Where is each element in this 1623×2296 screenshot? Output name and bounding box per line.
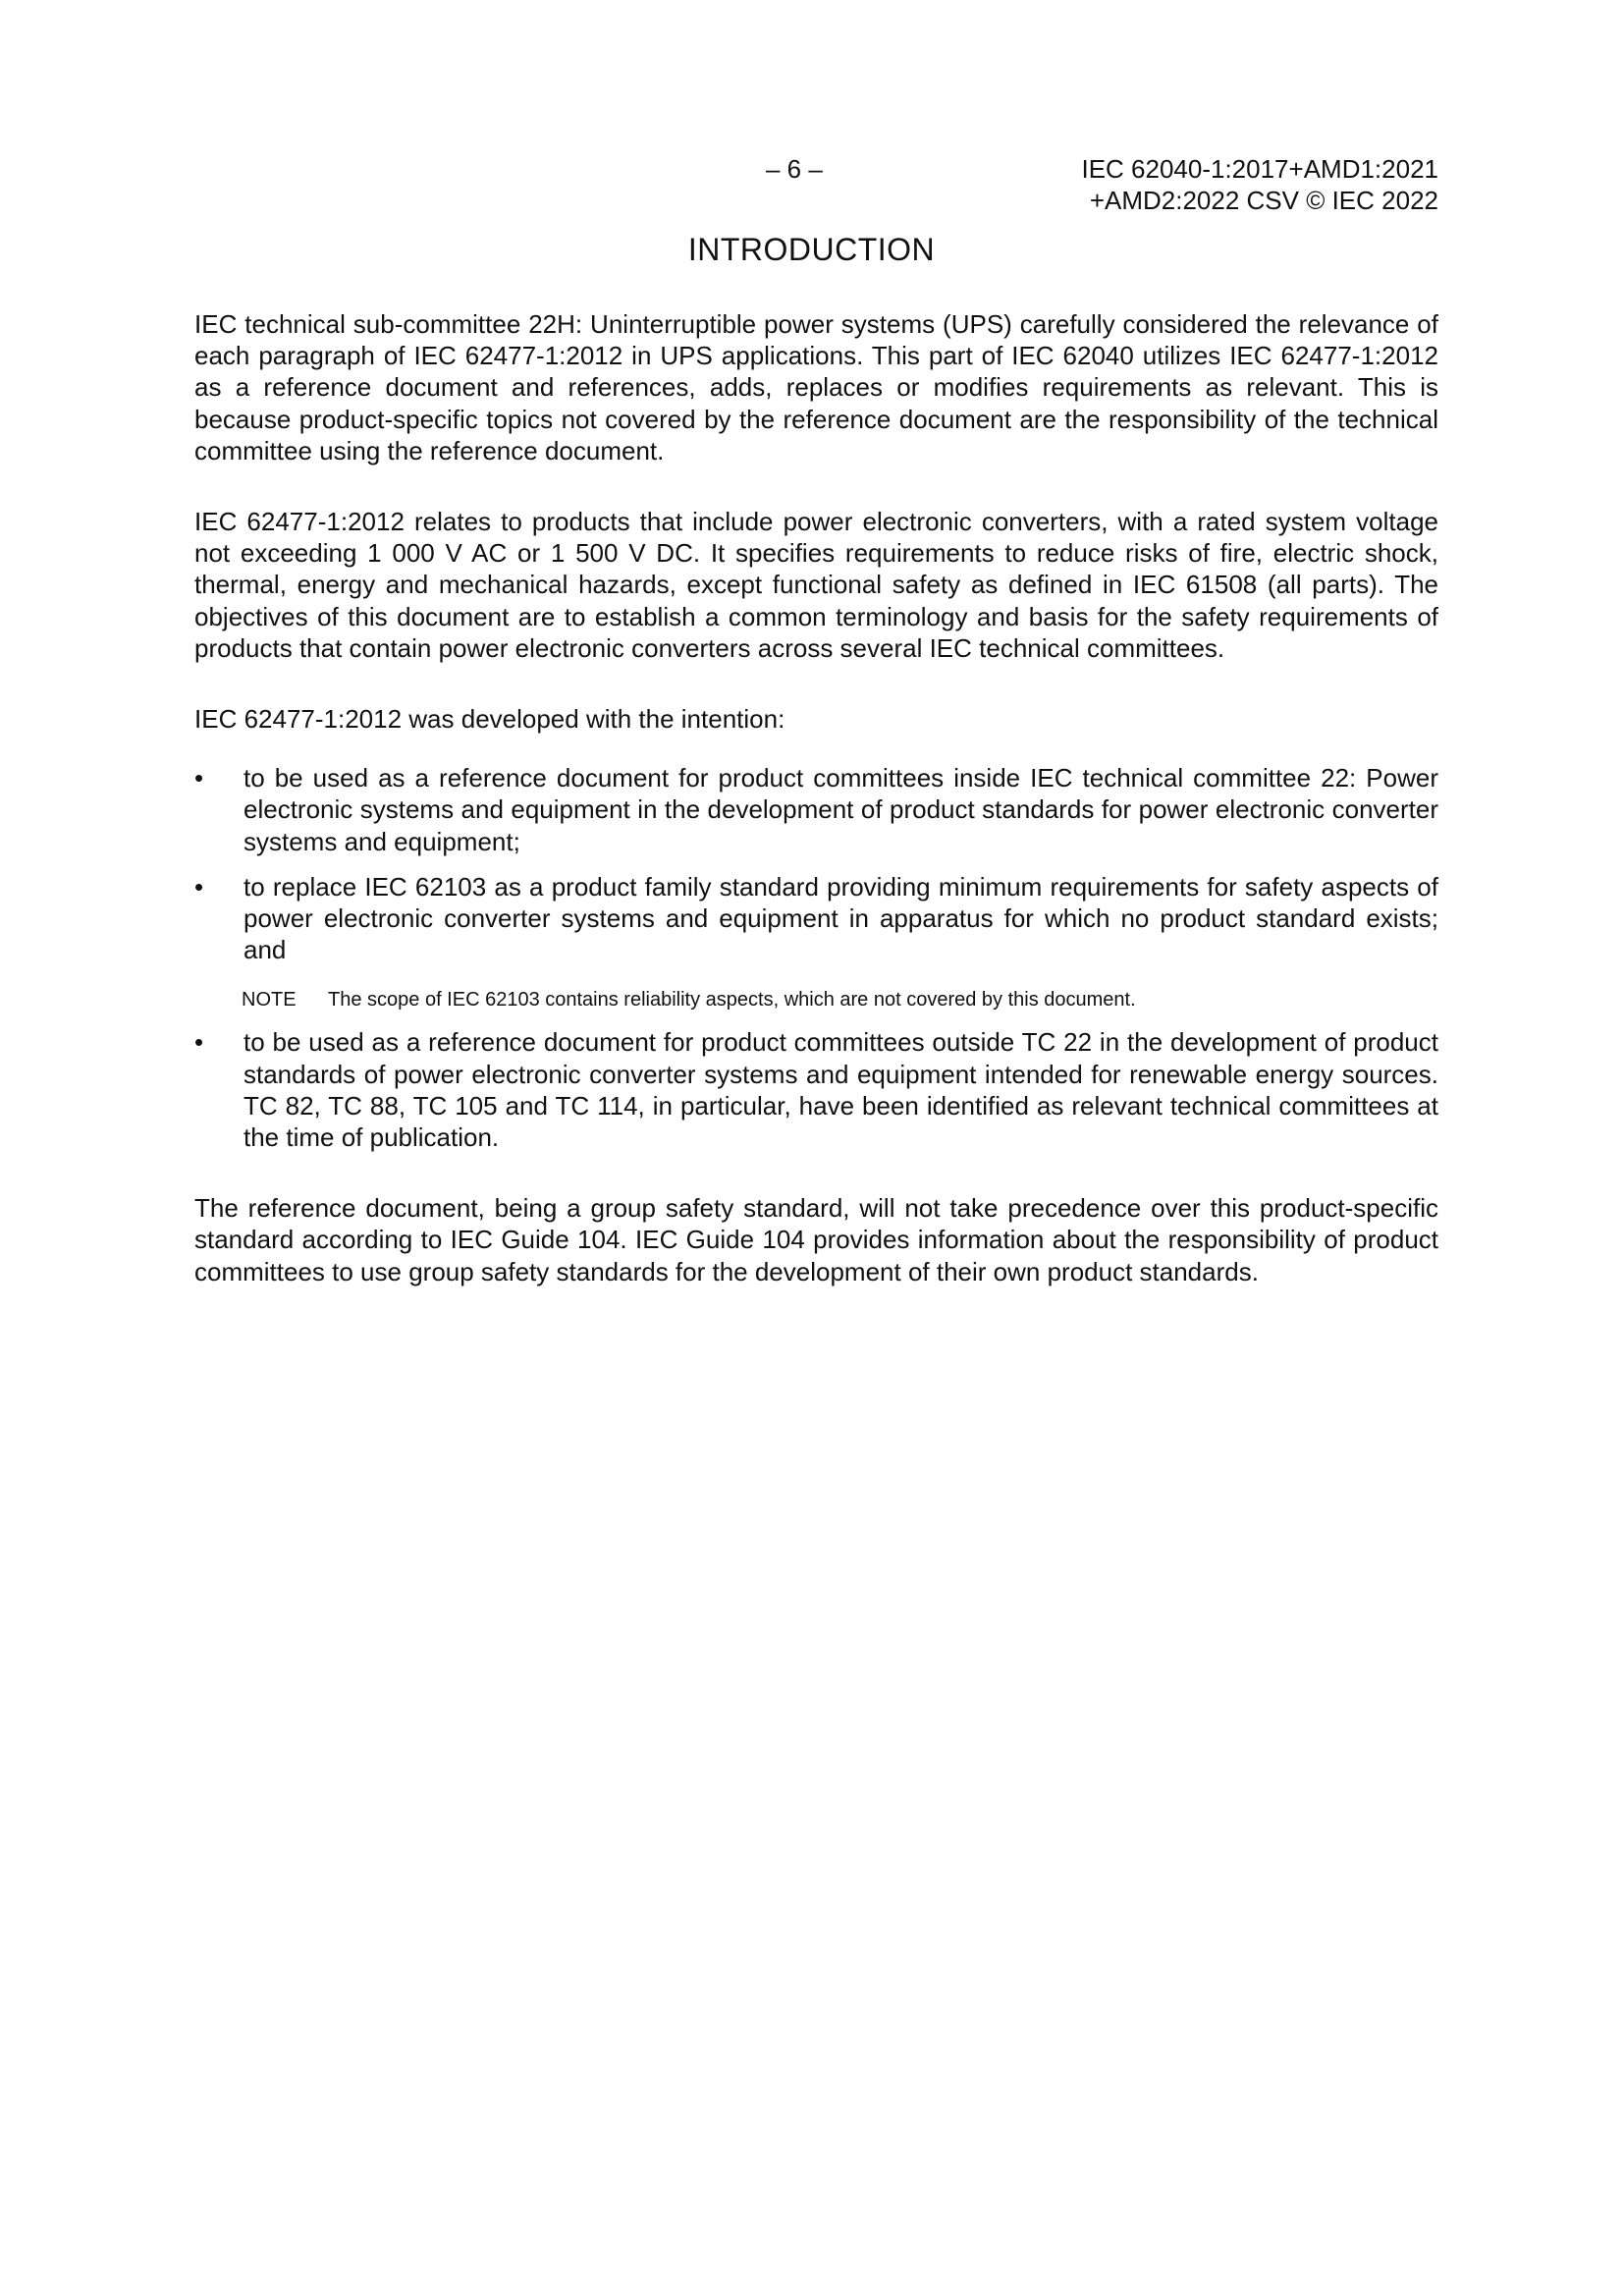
page-number: – 6 – xyxy=(766,154,823,184)
list-item-text: to replace IEC 62103 as a product family standard providing minimum requirements for safety aspects of power electronic converter systems and equipment in apparatus for which no product standard exists; and xyxy=(243,871,1438,965)
paragraph-reference-document: IEC 62477-1:2012 relates to products that include power electronic converters, with a rated system voltage not exceeding 1 000 V AC or 1 500 V DC. It specifies requirements to reduce risks of fire, electric shock, thermal, energy and mechanical hazards, except functional safety as defined in IEC 61508 (all parts). The objectives of this document are to establish a common terminology and basis for the safety requirements of products that contain power electronic converters across several IEC technical committees. xyxy=(194,507,1438,663)
list-item xyxy=(194,762,1438,857)
list-item-text: to be used as a reference document for product committees outside TC 22 in the development of product standards of power electronic converter systems and equipment intended for renewable energy sources. TC 82, TC 88, TC 105 and TC 114, in particular, have been identified as relevant technical committees at the time of publication. xyxy=(243,1027,1438,1153)
bullet-icon: • xyxy=(194,1027,204,1058)
bullet-icon: • xyxy=(194,763,204,793)
paragraph-scope-consideration: IEC technical sub-committee 22H: Uninterruptible power systems (UPS) carefully considered the relevance of each paragraph of IEC 62477-1:2012 in UPS applications. This part of IEC 62040 utilizes IEC 62477-1:2012 as a reference document and references, adds, replaces or modifies requirements as relevant. This is because product-specific topics not covered by the reference document are the responsibility of the technical committee using the reference document. xyxy=(194,309,1438,465)
paragraph-intention-intro: IEC 62477-1:2012 was developed with the intention: xyxy=(194,704,785,735)
document-reference-line-1: IEC 62040-1:2017+AMD1:2021 xyxy=(1081,154,1438,184)
note-text: The scope of IEC 62103 contains reliability aspects, which are not covered by this document. xyxy=(328,989,1136,1011)
list-item xyxy=(194,1026,1438,1153)
page-title: INTRODUCTION xyxy=(687,232,936,267)
list-item xyxy=(194,871,1438,966)
paragraph-closing: The reference document, being a group safety standard, will not take precedence over this product-specific standard according to IEC Guide 104. IEC Guide 104 provides information about the responsibility of product committees to use group safety standards for the development of their own product standards. xyxy=(194,1193,1438,1286)
note xyxy=(194,987,1438,1012)
document-reference-line-2: +AMD2:2022 CSV © IEC 2022 xyxy=(1089,186,1438,215)
bullet-icon: • xyxy=(194,871,204,902)
list-item-text: to be used as a reference document for product committees inside IEC technical committee 22: Power electronic systems and equipment in the development of product standards for power electronic converter systems and equipment; xyxy=(243,763,1438,856)
intention-list xyxy=(194,762,1438,965)
document-reference xyxy=(1081,153,1438,216)
document-body xyxy=(194,308,1438,1327)
intention-list-continued xyxy=(194,1026,1438,1153)
note-label: NOTE xyxy=(242,989,297,1011)
